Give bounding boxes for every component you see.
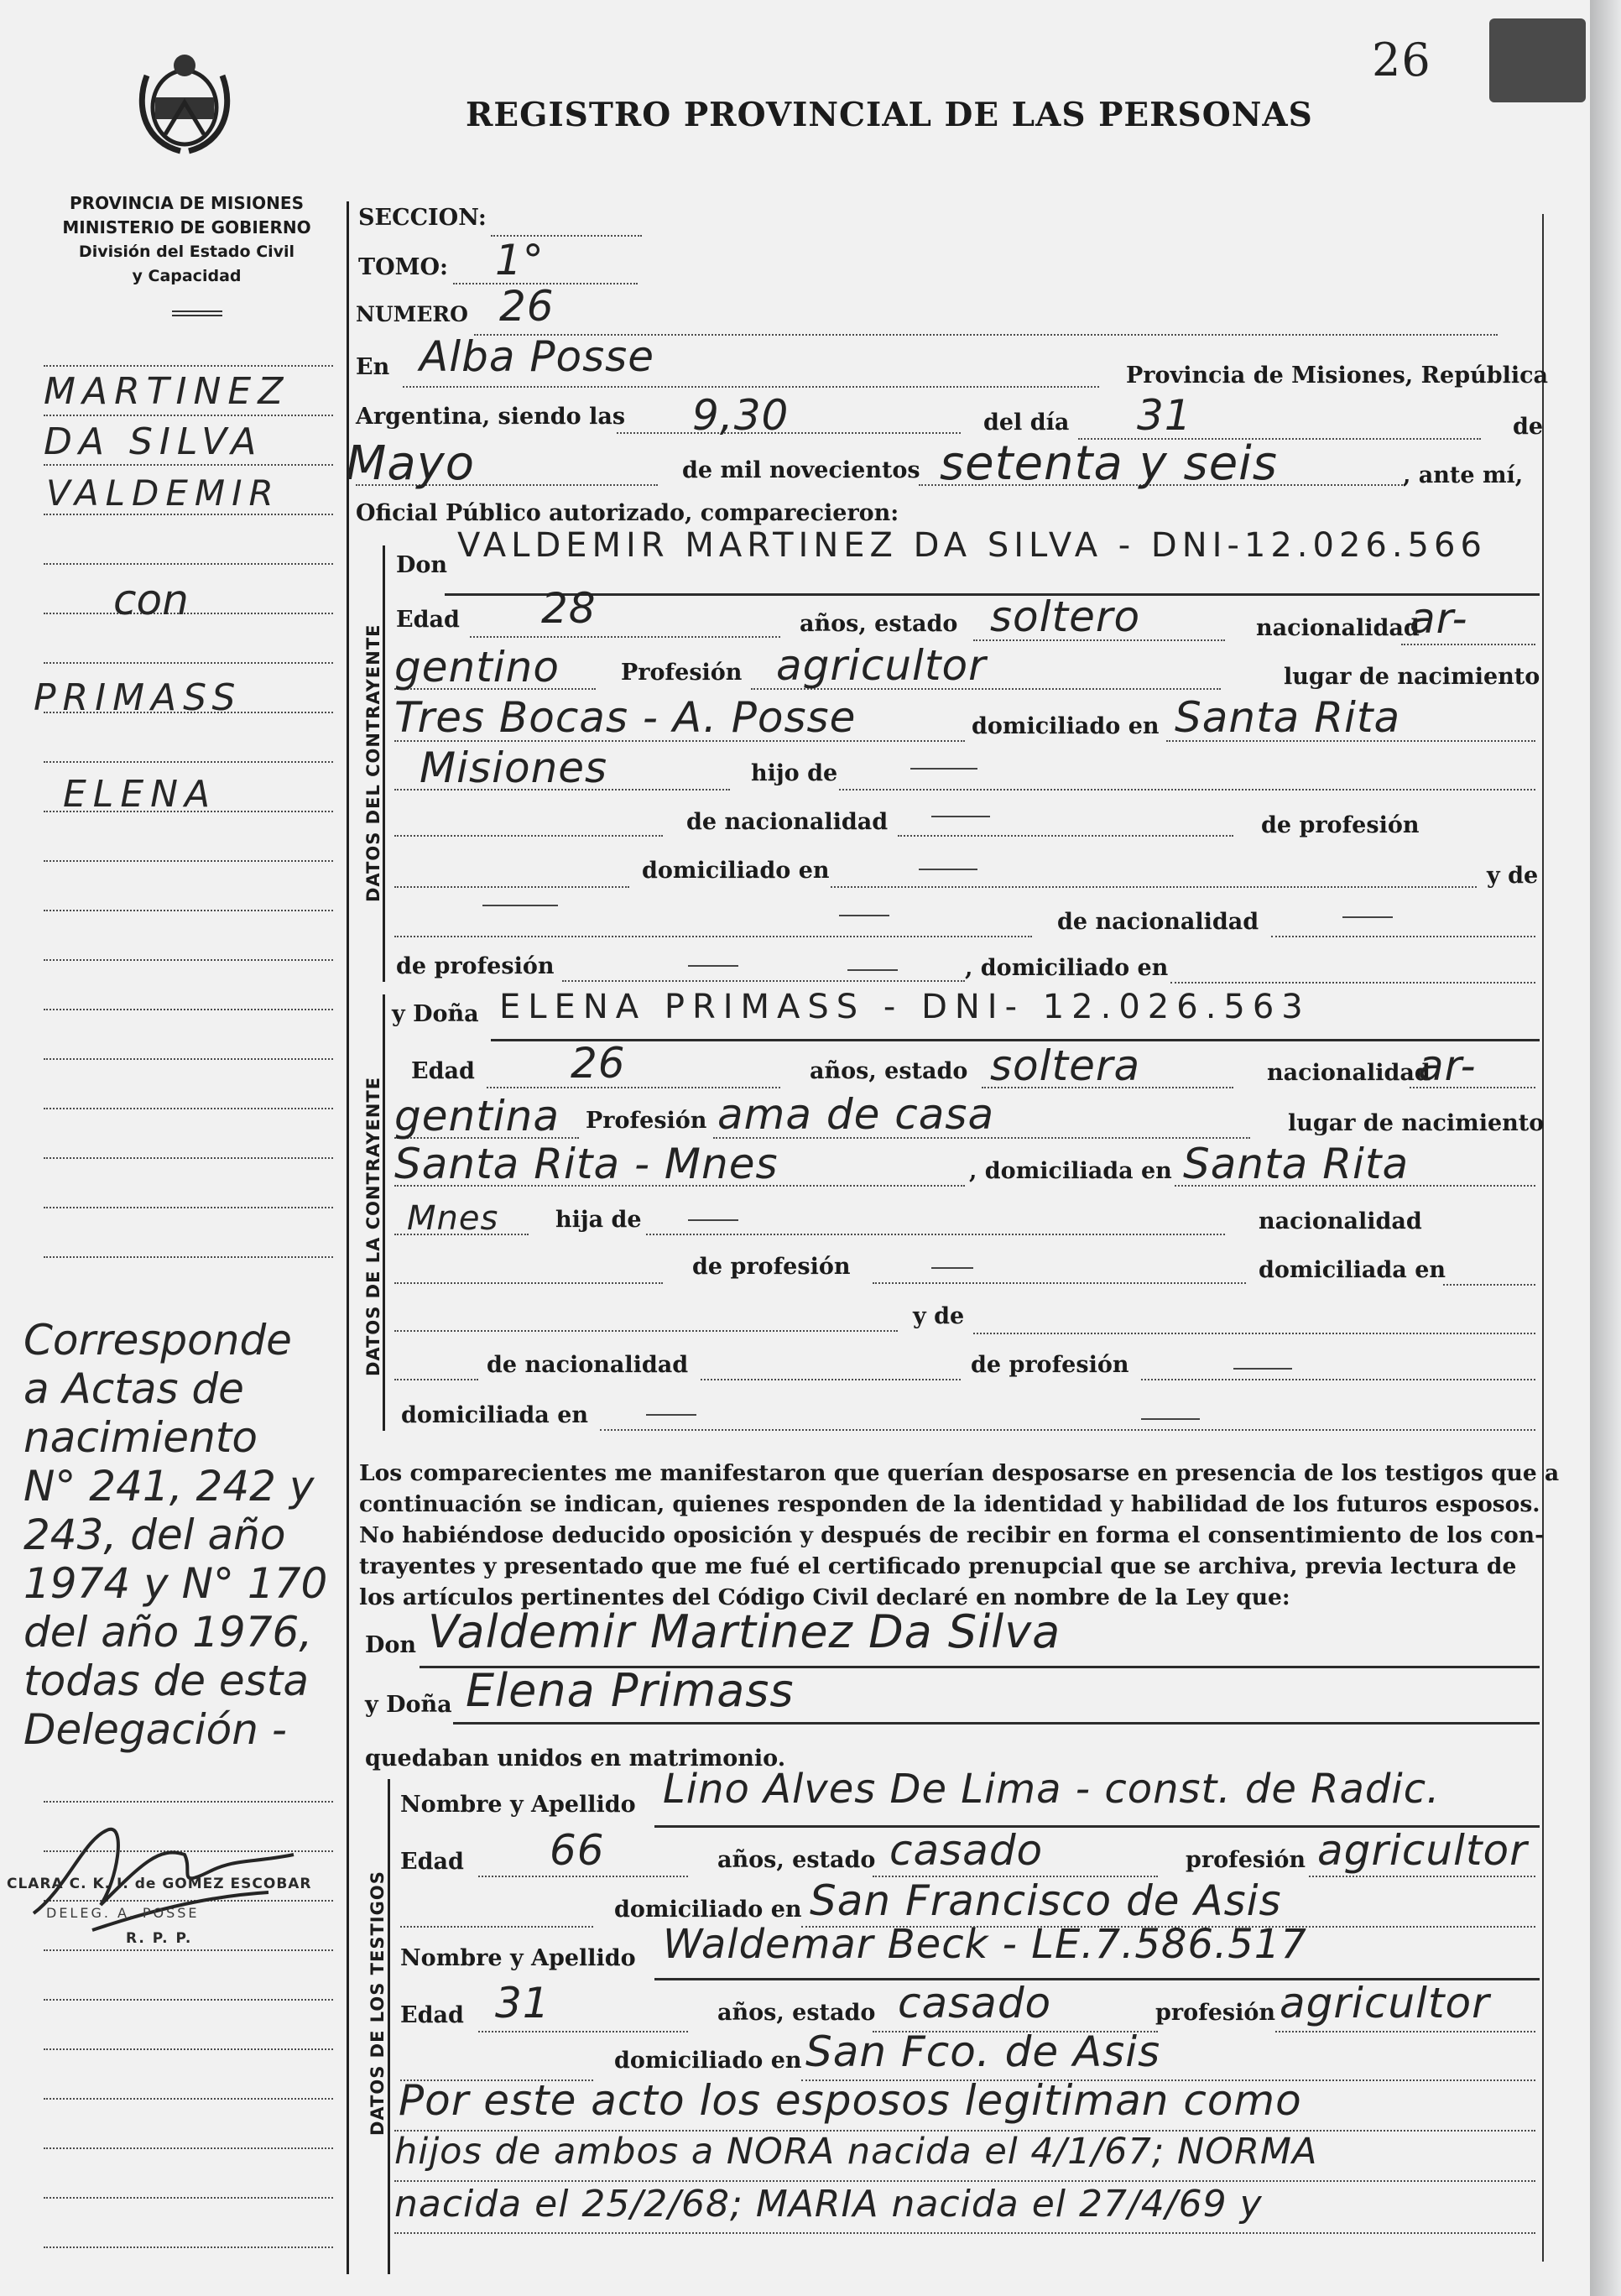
label-nombre-apellido-2: Nombre y Apellido	[400, 1945, 636, 1971]
agency-line3: División del Estado Civil	[78, 243, 295, 261]
label-domiciliado-t2: domiciliado en	[614, 2048, 802, 2074]
margin-note-line: nacimiento	[23, 1413, 258, 1462]
value-testigo2-edad: 31	[495, 1979, 550, 2027]
stamp-line2: DELEG. A. POSSE	[46, 1905, 200, 1921]
label-datos-testigos: DATOS DE LOS TESTIGOS	[367, 1871, 388, 2136]
label-de-profesion-2: de profesión	[396, 953, 555, 979]
blank-dash	[1141, 1418, 1200, 1420]
value-lugar-nac-f: Santa Rita - Mnes	[394, 1140, 779, 1188]
value-testigo2-profesion: agricultor	[1280, 1979, 1490, 2027]
label-domiciliado-en-comma: , domiciliado en	[965, 955, 1169, 981]
line-edad-f	[487, 1087, 780, 1088]
stamp-line1: CLARA C. K. I. de GOMEZ ESCOBAR	[7, 1876, 312, 1892]
margin-ruling-line	[44, 761, 333, 763]
label-mil: de mil novecientos	[682, 457, 920, 483]
margin-ruling-line	[44, 1999, 333, 2001]
label-edad-t1: Edad	[400, 1849, 464, 1875]
label-hijo-de: hijo de	[751, 760, 838, 786]
margin-ruling-line	[44, 514, 333, 515]
line-madre-nac-pre	[394, 1379, 478, 1380]
margin-ruling-line	[44, 1058, 333, 1060]
value-edad-f: 26	[571, 1039, 626, 1088]
paragraph-line: los artículos pertinentes del Código Civil declaré en nombre de la Ley que:	[359, 1584, 1290, 1610]
form-right-rule	[1542, 214, 1544, 2262]
line-edad-t1	[478, 1876, 688, 1877]
label-dona-sig: y Doña	[365, 1692, 452, 1718]
label-domiciliada-en: domiciliada en	[1259, 1257, 1446, 1283]
blank-dash	[688, 965, 738, 967]
blank-dash	[1342, 916, 1393, 918]
value-lugar-nac: Tres Bocas - A. Posse	[394, 693, 857, 742]
agency-line2: MINISTERIO DE GOBIERNO	[62, 217, 311, 237]
margin-ruling-line	[44, 1801, 333, 1803]
line-madre-f-b	[973, 1333, 1535, 1334]
label-domiciliada-en-2: domiciliada en	[401, 1402, 589, 1428]
label-anos-estado-t1: años, estado	[717, 1847, 876, 1873]
margin-ruling-line	[44, 563, 333, 565]
label-quedaban: quedaban unidos en matrimonio.	[365, 1745, 786, 1772]
margin-note-line: todas de esta	[23, 1657, 309, 1705]
value-en: Alba Posse	[420, 332, 654, 381]
line-padre-f	[394, 1282, 663, 1284]
label-de-nacionalidad-2: de nacionalidad	[1057, 909, 1259, 935]
line-madre	[394, 936, 1032, 937]
value-nacionalidad-b: gentino	[394, 643, 560, 691]
agency-line1: PROVINCIA DE MISIONES	[70, 193, 304, 213]
value-testigo1-domicilio: San Francisco de Asis	[810, 1876, 1282, 1925]
margin-note-line: Delegación -	[23, 1705, 287, 1754]
page-number: 26	[1372, 34, 1431, 86]
label-hija-de: hija de	[555, 1207, 642, 1233]
value-anio: setenta y seis	[940, 436, 1278, 491]
margin-note-line: 243, del año	[23, 1511, 286, 1559]
label-domiciliada-en-comma: , domiciliada en	[969, 1158, 1172, 1184]
page-edge	[1590, 0, 1621, 2296]
value-hora: 9,30	[692, 391, 790, 440]
value-edad: 28	[541, 584, 597, 633]
line-profesion-t2	[1275, 2031, 1535, 2032]
value-testigo1-nombre: Lino Alves De Lima - const. de Radic.	[663, 1766, 1441, 1813]
blank-dash	[839, 915, 889, 916]
line-madre-f	[394, 1330, 898, 1332]
label-y-de: y de	[1487, 863, 1539, 889]
margin-con: con	[113, 576, 189, 624]
label-nacionalidad-f: nacionalidad	[1267, 1060, 1431, 1086]
line-madre-nac-f	[701, 1379, 961, 1380]
value-nacionalidad-a: ar-	[1410, 594, 1468, 643]
margin-note	[23, 1316, 327, 1754]
label-argentina: Argentina, siendo las	[356, 404, 626, 430]
line-madre-prof-f	[1141, 1379, 1535, 1380]
margin-ruling-line	[44, 662, 333, 664]
label-tomo: TOMO:	[358, 254, 448, 280]
value-domicilio-a: Santa Rita	[1175, 693, 1401, 742]
value-numero: 26	[499, 282, 555, 331]
label-de-nacionalidad: de nacionalidad	[686, 809, 889, 835]
agency-line4: y Capacidad	[132, 267, 242, 285]
label-edad-t2: Edad	[400, 2002, 464, 2028]
paragraph-line: continuación se indican, quienes responden de la identidad y habilidad de los futuros esposos.	[359, 1491, 1540, 1517]
value-don-sig: Valdemir Martinez Da Silva	[428, 1605, 1061, 1658]
margin-given-name-2: ELENA	[63, 773, 217, 816]
label-ante-mi: , ante mí,	[1403, 462, 1524, 488]
label-anos-estado-t2: años, estado	[717, 2000, 876, 2026]
label-numero: NUMERO	[356, 302, 468, 326]
blank-dash	[646, 1414, 696, 1416]
label-seccion: SECCION:	[358, 205, 487, 231]
margin-note-line: 1974 y N° 170	[23, 1559, 328, 1608]
margin-note-line: N° 241, 242 y	[23, 1462, 315, 1511]
value-domicilio-b: Misiones	[420, 744, 608, 792]
agency-underline	[172, 310, 222, 316]
value-nota-3: nacida el 25/2/68; MARIA nacida el 27/4/69 y	[394, 2183, 1263, 2226]
line-profesion-t1	[1309, 1876, 1535, 1877]
declaration-paragraph	[359, 1458, 1560, 1613]
blank-dash	[482, 905, 558, 906]
line-padre-prof	[394, 886, 629, 888]
margin-ruling-line	[44, 415, 333, 416]
label-profesion-t2: profesión	[1155, 2000, 1276, 2026]
line-padre-nac	[898, 835, 1233, 837]
value-nota-2: hijos de ambos a NORA nacida el 4/1/67; NORMA	[394, 2131, 1318, 2173]
label-don-sig: Don	[365, 1632, 417, 1658]
label-lugar-nac: lugar de nacimiento	[1284, 664, 1540, 690]
line-madre-dom-f	[600, 1429, 1535, 1431]
margin-surname-2: DA SILVA	[44, 420, 263, 463]
value-profesion: agricultor	[776, 641, 987, 690]
line-madre-dom	[1170, 982, 1535, 984]
paragraph-line: Los comparecientes me manifestaron que querían desposarse en presencia de los testigos que a	[359, 1460, 1560, 1486]
line-padre-prof-f	[873, 1282, 1246, 1284]
margin-ruling-line	[44, 464, 333, 466]
margin-ruling-line	[44, 860, 333, 862]
label-de-profesion: de profesión	[1261, 812, 1420, 838]
label-y-de-f: y de	[913, 1303, 965, 1329]
page-title: REGISTRO PROVINCIAL DE LAS PERSONAS	[466, 96, 1313, 134]
value-dona-sig: Elena Primass	[466, 1664, 795, 1717]
label-datos-la-contrayente: DATOS DE LA CONTRAYENTE	[363, 1076, 383, 1376]
margin-ruling-line	[44, 910, 333, 911]
label-edad: Edad	[396, 607, 460, 633]
margin-surname-1: MARTINEZ	[44, 370, 290, 413]
line-dom-t1-pre	[400, 1926, 593, 1928]
value-testigo1-profesion: agricultor	[1317, 1826, 1528, 1875]
value-nacionalidad-f-b: gentina	[394, 1092, 560, 1140]
blank-dash	[847, 969, 898, 971]
label-domiciliado-t1: domiciliado en	[614, 1897, 802, 1923]
label-en: En	[356, 354, 390, 380]
label-edad-f: Edad	[411, 1058, 475, 1084]
label-de: de	[1513, 414, 1544, 440]
label-y-dona: y Doña	[392, 1001, 479, 1027]
label-de-nacionalidad-f2: de nacionalidad	[487, 1352, 689, 1378]
margin-ruling-line	[44, 1949, 333, 1951]
line-nota-2	[394, 2180, 1535, 2182]
label-anos-estado-f: años, estado	[810, 1058, 968, 1084]
value-testigo2-domicilio: San Fco. de Asis	[805, 2027, 1161, 2076]
line-nota-3	[394, 2232, 1535, 2234]
label-del-dia: del día	[983, 410, 1070, 436]
value-estado-f: soltera	[990, 1041, 1141, 1090]
margin-ruling-line	[44, 365, 333, 367]
label-don: Don	[396, 552, 448, 578]
blank-dash	[931, 1267, 973, 1269]
corner-stamp-mark	[1489, 18, 1586, 102]
paragraph-line: No habiéndose deducido oposición y después de recibir en forma el consentimiento de los con-	[359, 1522, 1545, 1548]
blank-dash	[1233, 1368, 1292, 1370]
value-dona: ELENA PRIMASS - DNI- 12.026.563	[499, 988, 1311, 1026]
form-left-rule	[347, 201, 349, 2274]
value-tomo: 1°	[495, 236, 545, 284]
blank-dash	[688, 1219, 738, 1221]
value-domicilio-f-a: Santa Rita	[1183, 1140, 1410, 1188]
label-provincia: Provincia de Misiones, República	[1126, 363, 1549, 389]
label-de-profesion-f2: de profesión	[971, 1352, 1129, 1378]
line-hijo-de	[839, 789, 1535, 791]
value-nacionalidad-f-a: ar-	[1418, 1041, 1477, 1090]
blank-dash	[919, 869, 977, 870]
margin-ruling-line	[44, 2246, 333, 2248]
label-lugar-nac-f: lugar de nacimiento	[1288, 1110, 1545, 1136]
line-padre-dom-f	[1443, 1284, 1535, 1286]
line-hija-de	[646, 1234, 1225, 1235]
label-oficial: Oficial Público autorizado, comparecieron:	[356, 500, 899, 526]
label-profesion-t1: profesión	[1186, 1847, 1306, 1873]
value-nota-1: Por este acto los esposos legitiman como	[399, 2076, 1302, 2125]
label-domiciliado-en-2: domiciliado en	[642, 858, 830, 884]
margin-ruling-line	[44, 959, 333, 961]
coat-of-arms-icon	[130, 42, 239, 159]
margin-ruling-line	[44, 1009, 333, 1010]
margin-ruling-line	[44, 1108, 333, 1109]
label-de-profesion-f: de profesión	[692, 1254, 851, 1280]
label-profesion-f: Profesión	[586, 1108, 707, 1134]
stamp-line3: R. P. P.	[126, 1930, 193, 1947]
line-padre	[394, 835, 663, 837]
blank-dash	[910, 768, 977, 770]
value-domicilio-f-b: Mnes	[407, 1199, 499, 1238]
margin-ruling-line	[44, 2048, 333, 2050]
margin-surname-3: PRIMASS	[34, 676, 242, 719]
value-testigo2-estado: casado	[898, 1979, 1052, 2027]
margin-ruling-line	[44, 2147, 333, 2149]
line-dona-sig	[453, 1722, 1540, 1725]
margin-ruling-line	[44, 1207, 333, 1208]
line-madre-nac	[1271, 936, 1535, 937]
margin-ruling-line	[44, 1256, 333, 1258]
line-padre-dom	[831, 886, 1477, 888]
label-de-nacionalidad-f: nacionalidad	[1259, 1208, 1422, 1234]
margin-given-name: VALDEMIR	[46, 472, 280, 514]
margin-ruling-line	[44, 2197, 333, 2199]
line-en	[403, 386, 1099, 388]
label-datos-contrayente: DATOS DEL CONTRAYENTE	[363, 624, 383, 902]
value-testigo2-nombre: Waldemar Beck - LE.7.586.517	[663, 1921, 1307, 1968]
agency-block	[0, 191, 373, 289]
line-edad	[470, 636, 780, 638]
margin-ruling-line	[44, 1157, 333, 1159]
line-edad-t2	[478, 2031, 688, 2032]
blank-dash	[931, 816, 990, 817]
label-nacionalidad: nacionalidad	[1256, 615, 1420, 641]
value-testigo1-edad: 66	[550, 1826, 605, 1875]
margin-note-line: a Actas de	[23, 1365, 244, 1413]
value-profesion-f: ama de casa	[717, 1090, 995, 1139]
margin-note-line: Corresponde	[23, 1316, 292, 1365]
line-madre-prof	[562, 980, 965, 982]
paragraph-line: trayentes y presentado que me fué el certificado prenupcial que se archiva, previa lectura de	[359, 1553, 1517, 1579]
label-domiciliado-en: domiciliado en	[972, 713, 1160, 739]
label-anos-estado: años, estado	[800, 611, 958, 637]
margin-ruling-line	[44, 2098, 333, 2100]
margin-note-line: del año 1976,	[23, 1608, 313, 1657]
label-nombre-apellido-1: Nombre y Apellido	[400, 1792, 636, 1818]
value-testigo1-estado: casado	[889, 1826, 1044, 1875]
witnesses-rule	[388, 1779, 390, 2274]
value-dia: 31	[1137, 391, 1192, 440]
value-estado: soltero	[990, 592, 1141, 641]
value-mes: Mayo	[346, 436, 476, 491]
line-nacionalidad	[1401, 644, 1535, 645]
value-don: VALDEMIR MARTINEZ DA SILVA - DNI-12.026.566	[457, 526, 1487, 565]
label-profesion: Profesión	[621, 660, 743, 686]
